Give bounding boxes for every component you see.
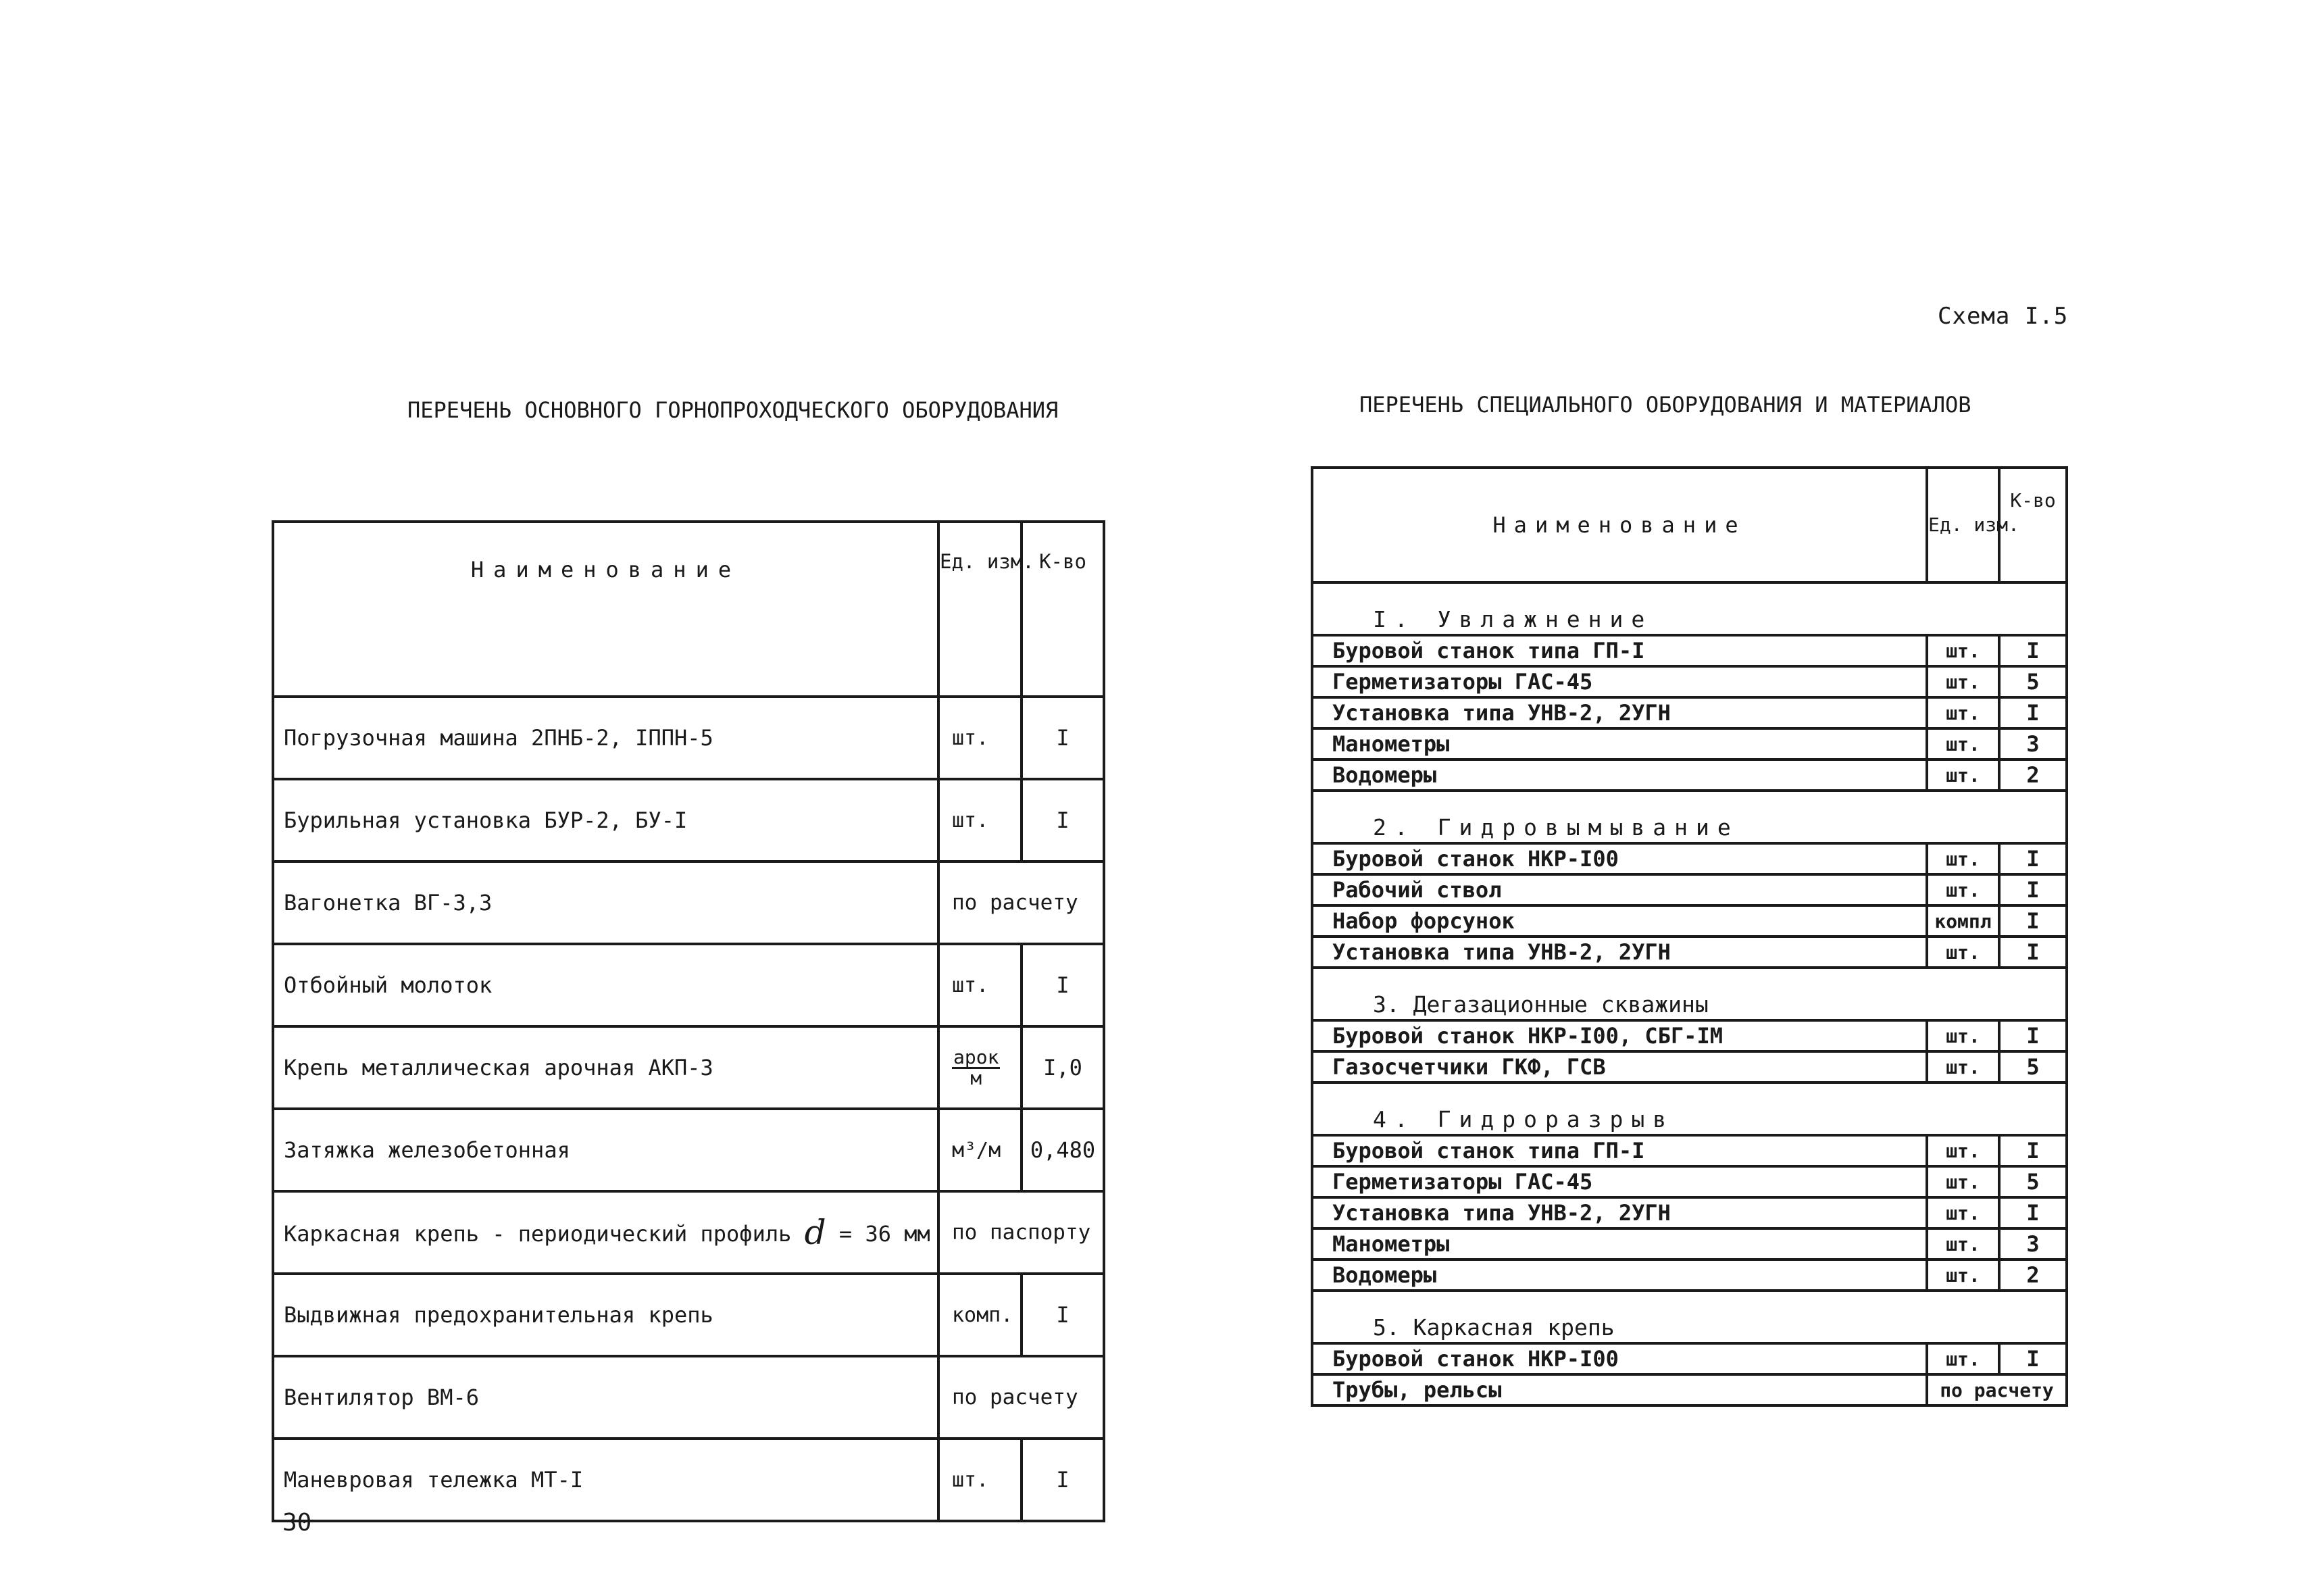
row-qty: 2 [1999,1260,2067,1291]
table-row [1312,759,2067,791]
row-name-suffix: = 36 мм [838,1221,930,1247]
row-qty: I [1999,1020,2067,1051]
section-title: 2. Гидровымывание [1312,791,2067,843]
right-table-title: ПЕРЕЧЕНЬ СПЕЦИАЛЬНОГО ОБОРУДОВАНИЯ И МАТЕРИАЛОВ [1359,392,1971,418]
row-qty: 0,480 [1022,1109,1104,1191]
table-header-row [273,522,1104,697]
row-name: Набор форсунок [1312,905,1927,937]
table-row [1312,1197,2067,1228]
table-row [1312,697,2067,728]
row-name: Маневровая тележка МТ-I [273,1439,938,1521]
header-qty: К-во [1022,522,1104,697]
section-row [1312,968,2067,1020]
row-name: Вентилятор ВМ-6 [273,1356,938,1439]
header-qty: К-во [1999,468,2067,582]
row-note: по расчету [938,1356,1104,1439]
table-row [1312,666,2067,697]
row-name: Затяжка железобетонная [273,1109,938,1191]
row-unit: шт. [1927,1135,1999,1166]
row-name: Газосчетчики ГКФ, ГСВ [1312,1051,1927,1082]
row-qty: I [1999,697,2067,728]
table-row [1312,1343,2067,1374]
header-name: Наименование [273,522,938,697]
table-row [273,862,1104,944]
table-row [1312,728,2067,759]
section-title: 3. Дегазационные скважины [1312,968,2067,1020]
page-number: 30 [282,1509,312,1537]
header-name: Наименование [1312,468,1927,582]
row-qty: 3 [1999,728,2067,759]
table-row [1312,1166,2067,1197]
row-unit: компл [1927,905,1999,937]
row-name: Герметизаторы ГАС-45 [1312,1166,1927,1197]
section-row [1312,791,2067,843]
row-unit: шт. [1927,635,1999,666]
row-note: по расчету [1927,1374,2067,1405]
row-qty: I [1022,779,1104,862]
row-name: Буровой станок НКР-I00 [1312,843,1927,874]
row-qty: 5 [1999,1051,2067,1082]
row-unit: шт. [1927,1343,1999,1374]
row-name: Трубы, рельсы [1312,1374,1927,1405]
row-unit: шт. [1927,1228,1999,1260]
section-row [1312,1291,2067,1343]
row-unit: шт. [1927,937,1999,968]
unit-fraction [952,1045,1000,1089]
row-unit: шт. [938,697,1022,779]
row-name: Буровой станок НКР-I00 [1312,1343,1927,1374]
row-qty: I [1022,697,1104,779]
scheme-label: Схема I.5 [1938,303,2069,330]
section-row [1312,582,2067,635]
table-row [1312,1135,2067,1166]
table-row [273,1109,1104,1191]
table-header-row [1312,468,2067,582]
left-table-title: ПЕРЕЧЕНЬ ОСНОВНОГО ГОРНОПРОХОДЧЕСКОГО ОБОРУДОВАНИЯ [407,397,1059,423]
row-unit: шт. [1927,1197,1999,1228]
unit-denominator: м [970,1066,982,1089]
row-name: Манометры [1312,1228,1927,1260]
row-unit: шт. [1927,697,1999,728]
table-row [1312,1051,2067,1082]
row-unit: шт. [1927,874,1999,905]
row-name: Выдвижная предохранительная крепь [273,1274,938,1356]
row-name: Установка типа УНВ-2, 2УГН [1312,697,1927,728]
row-name: Установка типа УНВ-2, 2УГН [1312,937,1927,968]
row-qty: I [1999,635,2067,666]
row-qty: I,0 [1022,1026,1104,1109]
table-row [273,1274,1104,1356]
row-qty: I [1022,1439,1104,1521]
row-name: Рабочий ствол [1312,874,1927,905]
row-unit: шт. [1927,1166,1999,1197]
row-qty: I [1999,1197,2067,1228]
table-row [1312,843,2067,874]
row-name: Буровой станок типа ГП-I [1312,1135,1927,1166]
row-name: Бурильная установка БУР-2, БУ-I [273,779,938,862]
row-unit: шт. [1927,666,1999,697]
row-name: Буровой станок НКР-I00, СБГ-IМ [1312,1020,1927,1051]
table-row [273,697,1104,779]
row-name: Герметизаторы ГАС-45 [1312,666,1927,697]
row-name: Водомеры [1312,1260,1927,1291]
table-row [273,779,1104,862]
row-unit: шт. [1927,1020,1999,1051]
row-name: Манометры [1312,728,1927,759]
row-qty: I [1999,937,2067,968]
special-equipment-table [1311,466,2068,1407]
table-row [273,1439,1104,1521]
row-name: Буровой станок типа ГП-I [1312,635,1927,666]
row-name: Погрузочная машина 2ПНБ-2, IППН-5 [273,697,938,779]
row-name: Водомеры [1312,759,1927,791]
row-qty: 5 [1999,1166,2067,1197]
unit-numerator: арок [953,1045,999,1068]
row-unit [938,1026,1022,1109]
row-qty: I [1999,874,2067,905]
row-note: по расчету [938,862,1104,944]
row-unit: шт. [938,944,1022,1026]
row-qty: I [1999,905,2067,937]
table-row [273,1191,1104,1274]
diameter-symbol: d [804,1213,826,1252]
section-title: I. Увлажнение [1312,582,2067,635]
row-name [273,1191,938,1274]
row-name-prefix: Каркасная крепь - периодический профиль [284,1221,792,1247]
row-qty: I [1999,843,2067,874]
table-row [1312,1260,2067,1291]
row-unit: шт. [938,1439,1022,1521]
row-qty: I [1999,1343,2067,1374]
row-unit: комп. [938,1274,1022,1356]
row-qty: 5 [1999,666,2067,697]
table-row [1312,1020,2067,1051]
table-row [273,944,1104,1026]
main-equipment-table [272,520,1105,1522]
table-row [1312,874,2067,905]
row-unit: м³/м [938,1109,1022,1191]
table-row [273,1026,1104,1109]
table-row [1312,1374,2067,1405]
table-row [1312,905,2067,937]
section-title: 4. Гидроразрыв [1312,1082,2067,1135]
section-row [1312,1082,2067,1135]
table-row [1312,635,2067,666]
row-qty: 3 [1999,1228,2067,1260]
header-unit: Ед. изм. [1927,468,1999,582]
row-unit: шт. [1927,759,1999,791]
row-qty: 2 [1999,759,2067,791]
row-unit: шт. [938,779,1022,862]
row-unit: шт. [1927,1051,1999,1082]
row-name: Крепь металлическая арочная АКП-3 [273,1026,938,1109]
row-name: Отбойный молоток [273,944,938,1026]
row-name: Установка типа УНВ-2, 2УГН [1312,1197,1927,1228]
table-row [1312,937,2067,968]
table-row [1312,1228,2067,1260]
row-unit: шт. [1927,1260,1999,1291]
row-unit: шт. [1927,843,1999,874]
row-note: по паспорту [938,1191,1104,1274]
section-title: 5. Каркасная крепь [1312,1291,2067,1343]
row-qty: I [1022,944,1104,1026]
table-row [273,1356,1104,1439]
header-unit: Ед. изм. [938,522,1022,697]
row-unit: шт. [1927,728,1999,759]
row-qty: I [1022,1274,1104,1356]
row-qty: I [1999,1135,2067,1166]
row-name: Вагонетка ВГ-3,3 [273,862,938,944]
